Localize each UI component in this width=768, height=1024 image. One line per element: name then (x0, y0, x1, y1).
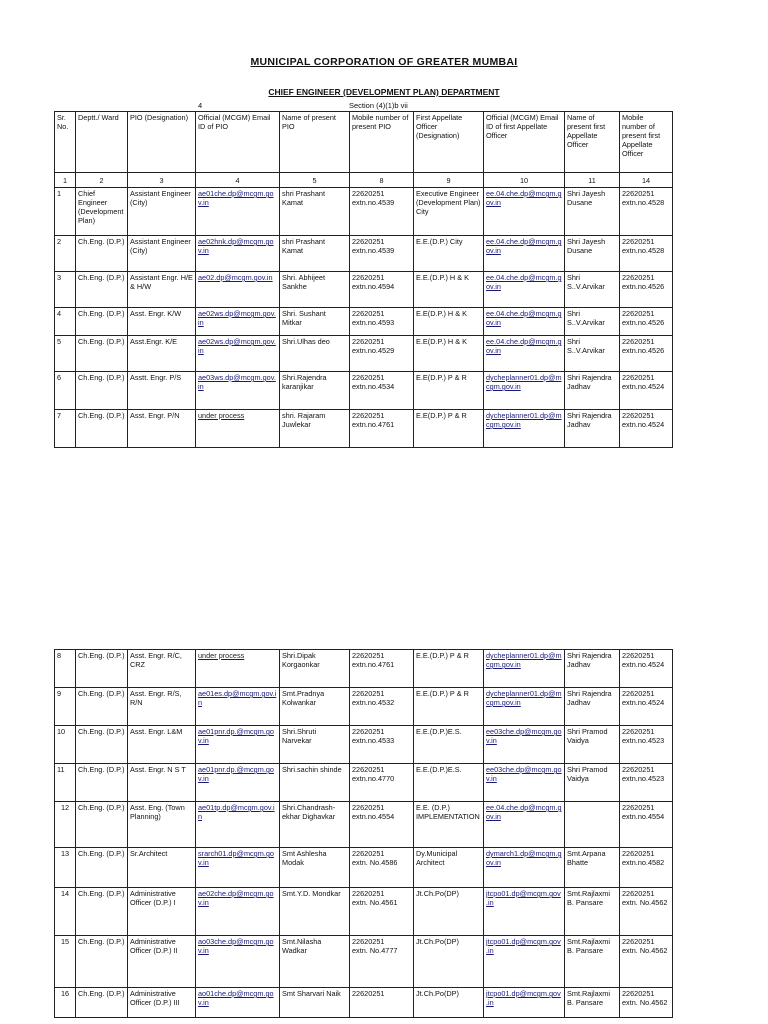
fao-email-cell: jtcpo01.dp@mcgm.gov.in (484, 988, 565, 1018)
pio-mobile-cell: 22620251 extn.no.4533 (350, 726, 414, 764)
column-number: 10 (484, 173, 565, 188)
column-header: Official (MCGM) Email ID of first Appellate Officer (484, 112, 565, 173)
pio-email-cell: ae02.dp@mcgm.gov.in (196, 272, 280, 308)
dept-cell: Ch.Eng. (D.P.) (76, 272, 128, 308)
column-marker: 4 (198, 101, 203, 110)
column-header: First Appellate Officer (Designation) (414, 112, 484, 173)
column-number: 9 (414, 173, 484, 188)
dept-cell: Ch.Eng. (D.P.) (76, 372, 128, 410)
pio-name-cell: Shri.Ulhas deo (280, 336, 350, 372)
fao-mobile-cell: 22620251 extn.no.4524 (620, 410, 673, 448)
pio-email-cell: ae03ws.dp@mcgm.gov.in (196, 372, 280, 410)
pio-mobile-cell: 22620251 extn. No.4586 (350, 848, 414, 888)
fao-email-cell: jtcpo01.dp@mcgm.gov.in (484, 888, 565, 936)
fao-name-cell: Shri S..V.Arvikar (565, 272, 620, 308)
fao-name-cell: Shri Pramod Vaidya (565, 726, 620, 764)
fao-designation-cell: E.E(D.P.) H & K (414, 336, 484, 372)
pio-name-cell: Shri.Rajendra karanjikar (280, 372, 350, 410)
sr-no-cell: 4 (55, 308, 76, 336)
fao-email-cell: ee03che.dp@mcgm.gov.in (484, 726, 565, 764)
fao-email-cell: ee.04.che.dp@mcgm.gov.in (484, 336, 565, 372)
section-label: Section (4)(1)b vii (349, 101, 408, 110)
fao-email-cell: dycheplanner01.dp@mcgm.gov.in (484, 372, 565, 410)
fao-email-cell: ee.04.che.dp@mcgm.gov.in (484, 272, 565, 308)
fao-mobile-cell: 22620251 extn. No.4562 (620, 936, 673, 988)
pio-mobile-cell: 22620251 (350, 988, 414, 1018)
pio-designation-cell: Administrative Officer (D.P.) III (128, 988, 196, 1018)
fao-name-cell: Shri S..V.Arvikar (565, 336, 620, 372)
column-header: Name of present PIO (280, 112, 350, 173)
dept-cell: Chief Engineer (Development Plan) (76, 188, 128, 236)
pio-email-cell: under process (196, 650, 280, 688)
fao-email-cell: dycheplanner01.dp@mcgm.gov.in (484, 688, 565, 726)
pio-mobile-cell: 22620251 extn.no.4593 (350, 308, 414, 336)
pio-mobile-cell: 22620251 extn.no.4534 (350, 372, 414, 410)
pio-mobile-cell: 22620251 extn.no.4539 (350, 236, 414, 272)
table-row (55, 308, 673, 336)
fao-email-cell: dycheplanner01.dp@mcgm.gov.in (484, 650, 565, 688)
column-number: 3 (128, 173, 196, 188)
fao-email-cell: ee.04.che.dp@mcgm.gov.in (484, 802, 565, 848)
fao-mobile-cell: 22620251 extn.no.4528 (620, 236, 673, 272)
dept-cell: Ch.Eng. (D.P.) (76, 764, 128, 802)
fao-email-cell: dymarch1.dp@mcgm.gov.in (484, 848, 565, 888)
fao-name-cell: Shri Rajendra Jadhav (565, 688, 620, 726)
sr-no-cell: 3 (55, 272, 76, 308)
pio-designation-cell: Asst. Eng. (Town Planning) (128, 802, 196, 848)
dept-cell: Ch.Eng. (D.P.) (76, 848, 128, 888)
fao-mobile-cell: 22620251 extn.no.4523 (620, 764, 673, 802)
fao-mobile-cell: 22620251 extn.no.4582 (620, 848, 673, 888)
sr-no-cell: 5 (55, 336, 76, 372)
dept-cell: Ch.Eng. (D.P.) (76, 336, 128, 372)
fao-designation-cell: E.E(D.P.) H & K (414, 308, 484, 336)
fao-mobile-cell: 22620251 extn. No.4562 (620, 988, 673, 1018)
fao-name-cell: Shri Jayesh Dusane (565, 188, 620, 236)
sr-no-cell: 10 (55, 726, 76, 764)
table-row (55, 848, 673, 888)
dept-cell: Ch.Eng. (D.P.) (76, 802, 128, 848)
pio-name-cell: Smt.Nilasha Wadkar (280, 936, 350, 988)
fao-designation-cell: E.E(D.P.) P & R (414, 410, 484, 448)
table-row (55, 236, 673, 272)
fao-designation-cell: Jt.Ch.Po(DP) (414, 988, 484, 1018)
sr-no-cell: 12 (55, 802, 76, 848)
pio-name-cell: Smt Sharvari Naik (280, 988, 350, 1018)
column-number-row (55, 173, 673, 188)
table-row (55, 372, 673, 410)
fao-designation-cell: E.E(D.P.) P & R (414, 372, 484, 410)
fao-mobile-cell: 22620251 extn.no.4524 (620, 372, 673, 410)
pio-name-cell: Shri. Abhijeet Sankhe (280, 272, 350, 308)
pio-email-cell: ae02che.dp@mcgm.gov.in (196, 888, 280, 936)
sr-no-cell: 13 (55, 848, 76, 888)
table-row (55, 688, 673, 726)
pio-name-cell: Shri.Chandrash-ekhar Dighavkar (280, 802, 350, 848)
fao-designation-cell: Dy.Municipal Architect (414, 848, 484, 888)
table-row (55, 272, 673, 308)
column-number: 4 (196, 173, 280, 188)
fao-designation-cell: E.E.(D.P.)E.S. (414, 726, 484, 764)
column-number: 14 (620, 173, 673, 188)
fao-name-cell: Smt.Rajlaxmi B. Pansare (565, 936, 620, 988)
sr-no-cell: 16 (55, 988, 76, 1018)
table-row (55, 650, 673, 688)
pio-mobile-cell: 22620251 extn.no.4761 (350, 410, 414, 448)
sr-no-cell: 1 (55, 188, 76, 236)
column-number: 8 (350, 173, 414, 188)
fao-designation-cell: E.E. (D.P.) IMPLEMENTATION (414, 802, 484, 848)
fao-mobile-cell: 22620251 extn. No.4562 (620, 888, 673, 936)
fao-name-cell: Shri S..V.Arvikar (565, 308, 620, 336)
fao-email-cell: ee.04.che.dp@mcgm.gov.in (484, 188, 565, 236)
pio-email-cell: ae01pnr.dp.@mcgm.gov.in (196, 764, 280, 802)
fao-mobile-cell: 22620251 extn.no.4526 (620, 336, 673, 372)
table-row (55, 726, 673, 764)
fao-designation-cell: E.E.(D.P.) City (414, 236, 484, 272)
document-title: MUNICIPAL CORPORATION OF GREATER MUMBAI (250, 56, 518, 68)
table-row (55, 336, 673, 372)
fao-designation-cell: Jt.Ch.Po(DP) (414, 888, 484, 936)
sr-no-cell: 9 (55, 688, 76, 726)
fao-email-cell: ee03che.dp@mcgm.gov.in (484, 764, 565, 802)
fao-name-cell: Shri Pramod Vaidya (565, 764, 620, 802)
pio-email-cell: srarch01.dp@mcgm.gov.in (196, 848, 280, 888)
pio-designation-cell: Administrative Officer (D.P.) I (128, 888, 196, 936)
column-number: 1 (55, 173, 76, 188)
pio-mobile-cell: 22620251 extn.no.4770 (350, 764, 414, 802)
sr-no-cell: 2 (55, 236, 76, 272)
sr-no-cell: 11 (55, 764, 76, 802)
pio-email-cell: ae02ws.dp@mcgm.gov.in (196, 308, 280, 336)
pio-name-cell: Smt.Pradnya Kolwankar (280, 688, 350, 726)
column-header: Mobile number of present first Appellate Officer (620, 112, 673, 173)
pio-table-page-2 (54, 649, 673, 1018)
pio-mobile-cell: 22620251 extn.no.4554 (350, 802, 414, 848)
fao-designation-cell: E.E.(D.P.) P & R (414, 650, 484, 688)
pio-mobile-cell: 22620251 extn.no.4529 (350, 336, 414, 372)
pio-name-cell: Shri.Shruti Narvekar (280, 726, 350, 764)
pio-mobile-cell: 22620251 extn.no.4539 (350, 188, 414, 236)
fao-name-cell: Smt.Rajlaxmi B. Pansare (565, 988, 620, 1018)
pio-name-cell: shri. Rajaram Juwlekar (280, 410, 350, 448)
fao-name-cell: Shri Rajendra Jadhav (565, 372, 620, 410)
pio-email-cell: ae02ws.dp@mcgm.gov.in (196, 336, 280, 372)
dept-cell: Ch.Eng. (D.P.) (76, 410, 128, 448)
column-header: PIO (Designation) (128, 112, 196, 173)
fao-mobile-cell: 22620251 extn.no.4528 (620, 188, 673, 236)
column-header: Deptt./ Ward (76, 112, 128, 173)
fao-mobile-cell: 22620251 extn.no.4554 (620, 802, 673, 848)
pio-designation-cell: Asst. Engr. R/C, CRZ (128, 650, 196, 688)
pio-mobile-cell: 22620251 extn.no.4761 (350, 650, 414, 688)
pio-name-cell: shri Prashant Kamat (280, 188, 350, 236)
fao-email-cell: jtcpo01.dp@mcgm.gov.in (484, 936, 565, 988)
pio-designation-cell: Asst. Engr. P/N (128, 410, 196, 448)
fao-designation-cell: Executive Engineer (Development Plan) City (414, 188, 484, 236)
pio-mobile-cell: 22620251 extn. No.4777 (350, 936, 414, 988)
pio-name-cell: Shri.Dipak Korgaonkar (280, 650, 350, 688)
pio-email-cell: under process (196, 410, 280, 448)
fao-mobile-cell: 22620251 extn.no.4526 (620, 308, 673, 336)
sr-no-cell: 6 (55, 372, 76, 410)
pio-designation-cell: Asst. Engr. L&M (128, 726, 196, 764)
pio-mobile-cell: 22620251 extn.no.4532 (350, 688, 414, 726)
fao-name-cell: Shri Jayesh Dusane (565, 236, 620, 272)
pio-designation-cell: Assistant Engineer (City) (128, 236, 196, 272)
column-header: Official (MCGM) Email ID of PIO (196, 112, 280, 173)
pio-email-cell: ae01pnr.dp.@mcgm.gov.in (196, 726, 280, 764)
table-row (55, 936, 673, 988)
pio-table-page-1 (54, 111, 673, 448)
pio-name-cell: Shri.sachin shinde (280, 764, 350, 802)
pio-designation-cell: Administrative Officer (D.P.) II (128, 936, 196, 988)
pio-name-cell: Smt.Y.D. Mondkar (280, 888, 350, 936)
fao-name-cell (565, 802, 620, 848)
pio-email-cell: ao03che.dp@mcgm.gov.in (196, 936, 280, 988)
fao-designation-cell: Jt.Ch.Po(DP) (414, 936, 484, 988)
fao-name-cell: Smt.Arpana Bhatte (565, 848, 620, 888)
pio-mobile-cell: 22620251 extn. No.4561 (350, 888, 414, 936)
pio-designation-cell: Asstt. Engr. P/S (128, 372, 196, 410)
pio-email-cell: ae01che.dp@mcgm.gov.in (196, 188, 280, 236)
pio-designation-cell: Asst. Engr. R/S, R/N (128, 688, 196, 726)
pio-designation-cell: Asst. Engr. N S T (128, 764, 196, 802)
pio-email-cell: ae01es.dp@mcgm.gov.in (196, 688, 280, 726)
column-number: 5 (280, 173, 350, 188)
fao-email-cell: ee.04.che.dp@mcgm.gov.in (484, 236, 565, 272)
table-row (55, 410, 673, 448)
fao-designation-cell: E.E.(D.P.) P & R (414, 688, 484, 726)
dept-cell: Ch.Eng. (D.P.) (76, 688, 128, 726)
fao-name-cell: Shri Rajendra Jadhav (565, 650, 620, 688)
dept-cell: Ch.Eng. (D.P.) (76, 988, 128, 1018)
department-subtitle: CHIEF ENGINEER (DEVELOPMENT PLAN) DEPARTMENT (268, 87, 500, 97)
column-number: 11 (565, 173, 620, 188)
table-row (55, 188, 673, 236)
pio-email-cell: ae01tp.dp@mcgm.gov.in (196, 802, 280, 848)
table-row (55, 764, 673, 802)
fao-mobile-cell: 22620251 extn.no.4526 (620, 272, 673, 308)
header-row (55, 112, 673, 173)
fao-name-cell: Shri Rajendra Jadhav (565, 410, 620, 448)
dept-cell: Ch.Eng. (D.P.) (76, 936, 128, 988)
pio-name-cell: shri Prashant Kamat (280, 236, 350, 272)
column-number: 2 (76, 173, 128, 188)
fao-mobile-cell: 22620251 extn.no.4524 (620, 650, 673, 688)
dept-cell: Ch.Eng. (D.P.) (76, 236, 128, 272)
pio-email-cell: ao01che.dp@mcgm.gov.in (196, 988, 280, 1018)
pio-designation-cell: Asst. Engr. K/W (128, 308, 196, 336)
dept-cell: Ch.Eng. (D.P.) (76, 650, 128, 688)
column-header: Name of present first Appellate Officer (565, 112, 620, 173)
column-header: Mobile number of present PIO (350, 112, 414, 173)
fao-email-cell: dycheplanner01.dp@mcgm.gov.in (484, 410, 565, 448)
pio-mobile-cell: 22620251 extn.no.4594 (350, 272, 414, 308)
dept-cell: Ch.Eng. (D.P.) (76, 308, 128, 336)
pio-designation-cell: Assistant Engr. H/E & H/W (128, 272, 196, 308)
fao-designation-cell: E.E.(D.P.) H & K (414, 272, 484, 308)
pio-designation-cell: Assistant Engineer (City) (128, 188, 196, 236)
fao-email-cell: ee.04.che.dp@mcgm.gov.in (484, 308, 565, 336)
sr-no-cell: 7 (55, 410, 76, 448)
sr-no-cell: 14 (55, 888, 76, 936)
sr-no-cell: 8 (55, 650, 76, 688)
pio-name-cell: Smt Ashlesha Modak (280, 848, 350, 888)
dept-cell: Ch.Eng. (D.P.) (76, 888, 128, 936)
table-row (55, 802, 673, 848)
table-row (55, 888, 673, 936)
fao-mobile-cell: 22620251 extn.no.4523 (620, 726, 673, 764)
pio-designation-cell: Sr.Architect (128, 848, 196, 888)
dept-cell: Ch.Eng. (D.P.) (76, 726, 128, 764)
pio-email-cell: ae02hnk.dp@mcgm.gov.in (196, 236, 280, 272)
column-header: Sr. No. (55, 112, 76, 173)
pio-name-cell: Shri. Sushant Mitkar (280, 308, 350, 336)
fao-name-cell: Smt.Rajlaxmi B. Pansare (565, 888, 620, 936)
fao-mobile-cell: 22620251 extn.no.4524 (620, 688, 673, 726)
pio-designation-cell: Asst.Engr. K/E (128, 336, 196, 372)
sr-no-cell: 15 (55, 936, 76, 988)
table-row (55, 988, 673, 1018)
fao-designation-cell: E.E.(D.P.)E.S. (414, 764, 484, 802)
